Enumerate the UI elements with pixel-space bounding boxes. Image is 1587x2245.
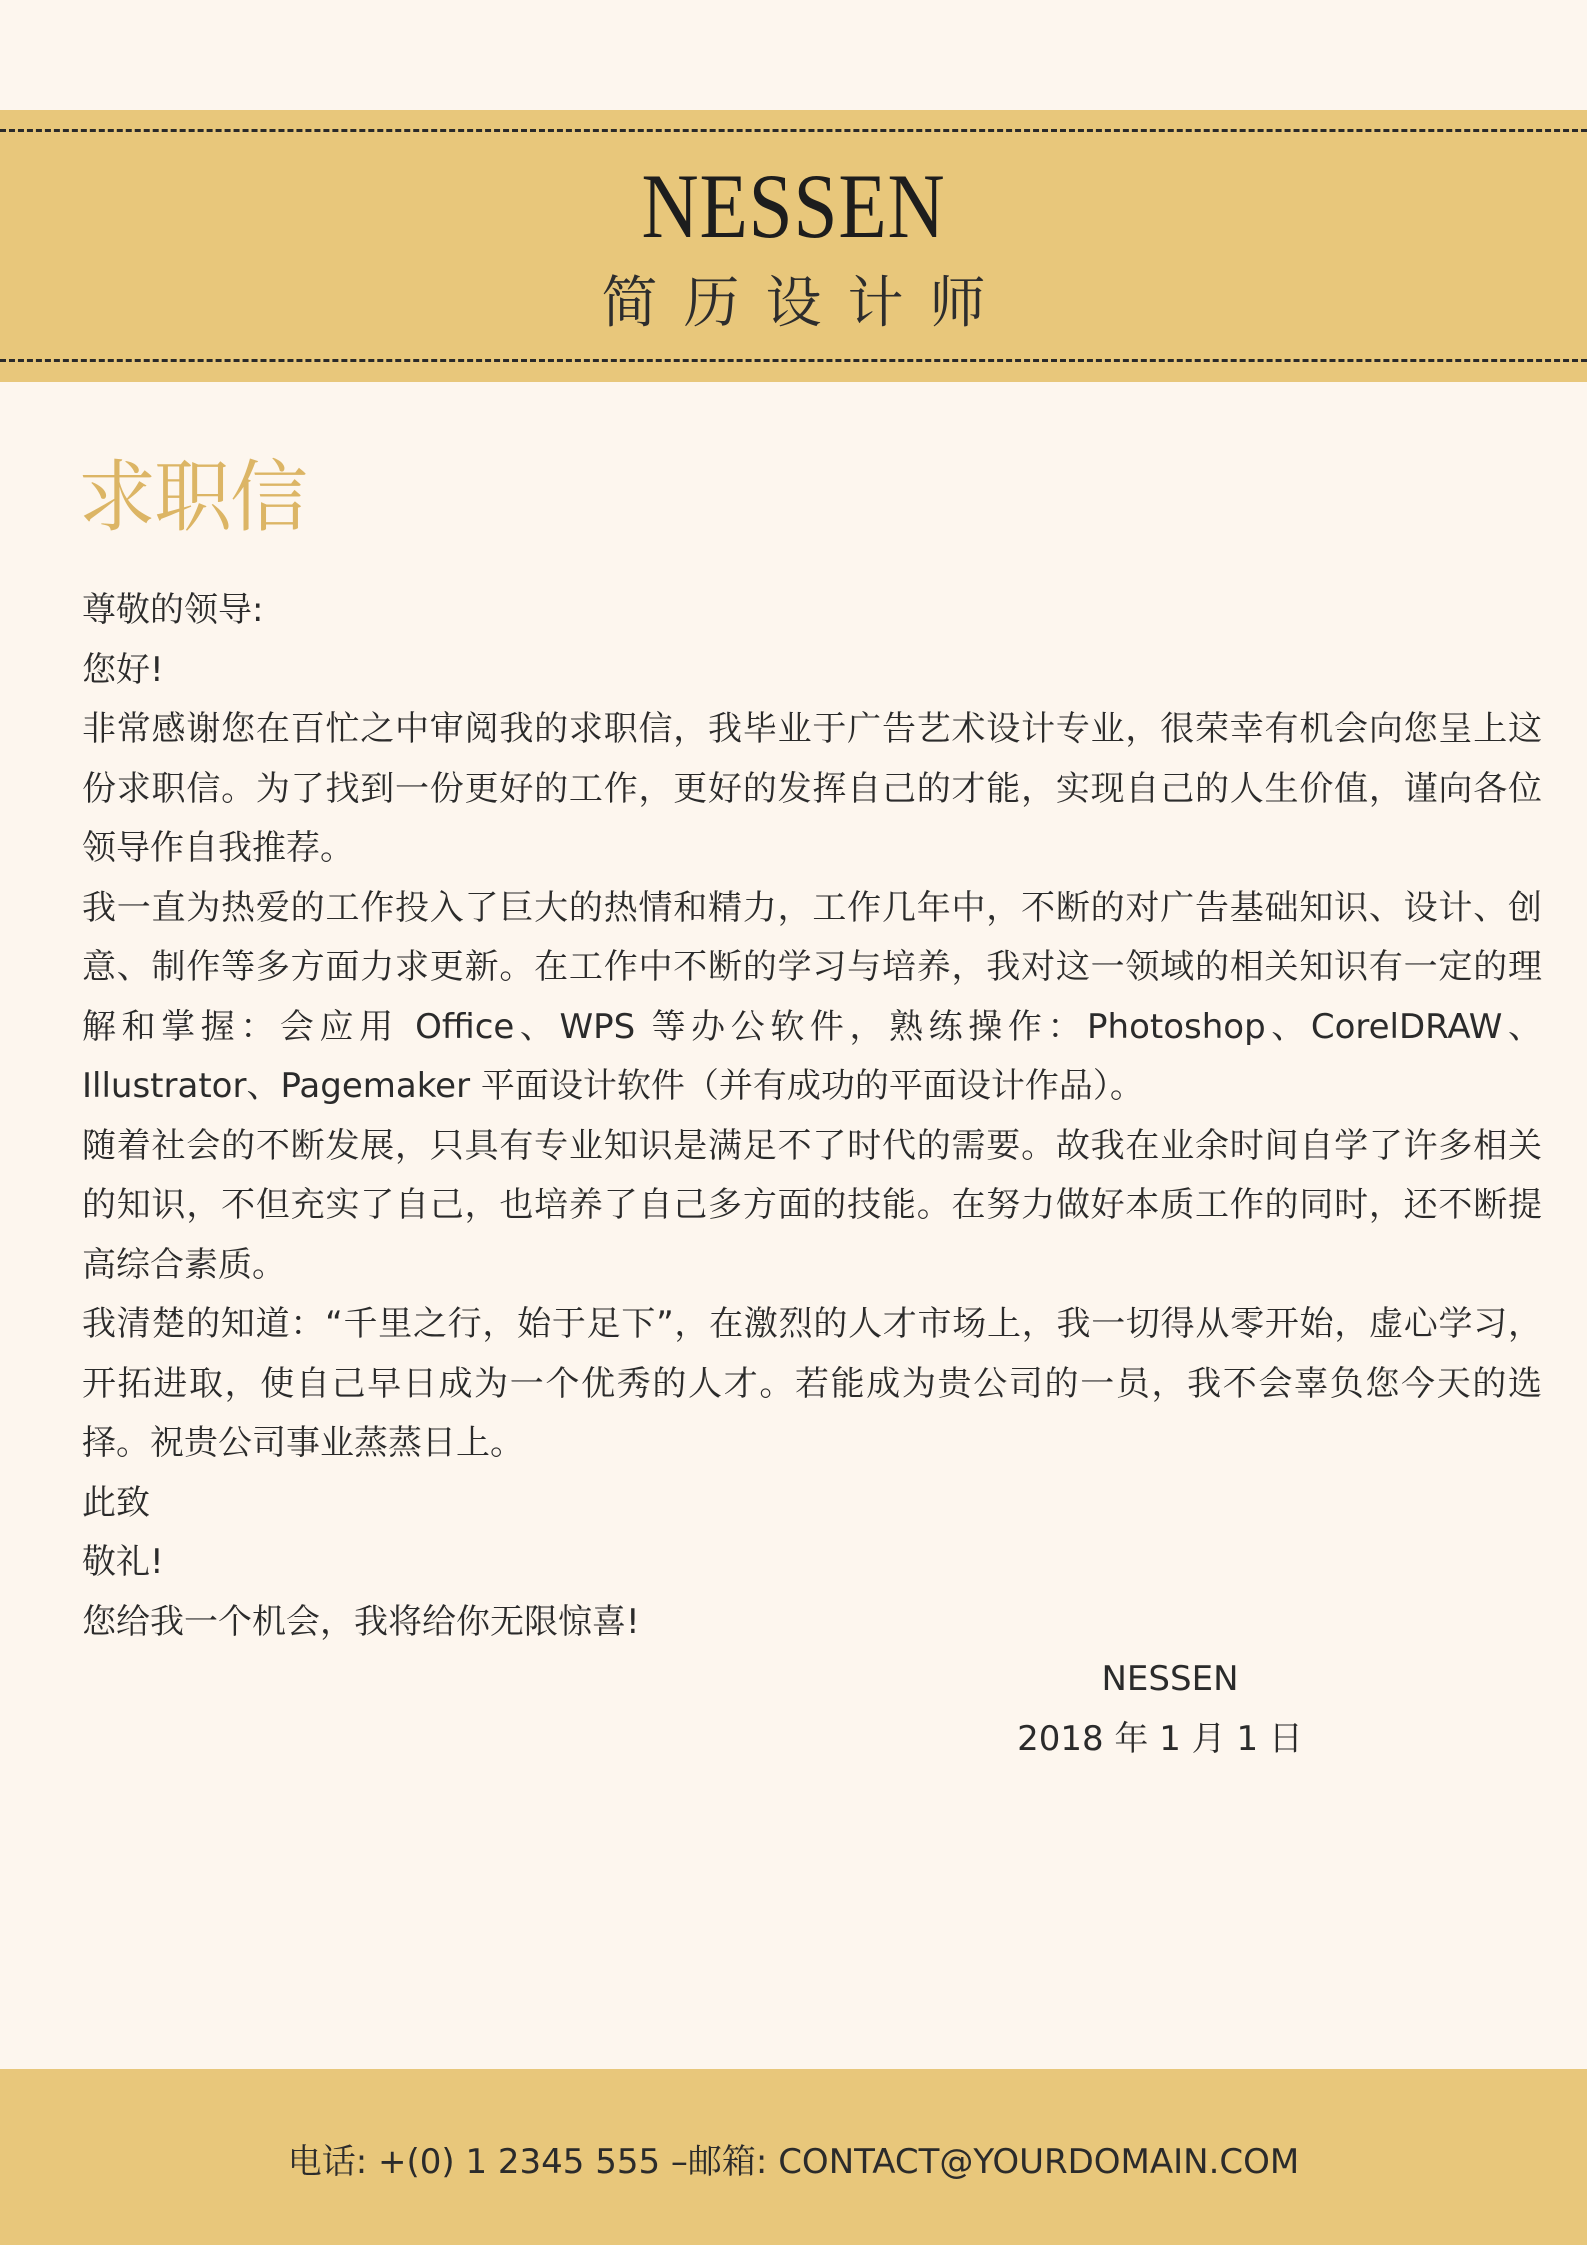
header-band [0,110,1587,382]
signature-date: 2018 年 1 月 1 日 [1017,1719,1303,1759]
letter-paragraph-closing: 我清楚的知道：“千里之行，始于足下”，在激烈的人才市场上，我一切得从零开始，虚心学习，开拓进取，使自己早日成为一个优秀的人才。若能成为贵公司的一员，我不会辜负您今天的选择。祝贵公司事业蒸蒸日上。 [82,1304,1542,1463]
letter-salutation: 尊敬的领导: [82,590,264,630]
letter-sign-off: 此致 [82,1482,150,1523]
letter-paragraph-skills: 我一直为热爱的工作投入了巨大的热情和精力，工作几年中，不断的对广告基础知识、设计、创意、制作等多方面力求更新。在工作中不断的学习与培养，我对这一领域的相关知识有一定的理解和掌握：会应用 Office、WPS 等办公软件，熟练操作：Photoshop、CorelDRAW、Illustrator、Pagemaker 平面设计软件（并有成功的平面设计作品）。 [82,887,1542,1106]
letter-greeting: 您好! [82,649,164,690]
header-role: 简历设计师 [601,271,1012,336]
letter-regards: 敬礼! [82,1542,164,1582]
header-top-dashed-rule [0,129,1587,132]
header-name: NESSEN [641,155,946,257]
letter-body [82,581,1542,1652]
letter-paragraph-growth: 随着社会的不断发展，只具有专业知识是满足不了时代的需要。故我在业余时间自学了许多相关的知识，不但充实了自己，也培养了自己多方面的技能。在努力做好本质工作的同时，还不断提高综合素质。 [82,1125,1542,1285]
letter-final-note: 您给我一个机会，我将给你无限惊喜! [82,1601,640,1642]
header-bottom-dashed-rule [0,359,1587,362]
footer-contact: 电话: +(0) 1 2345 555 –邮箱: CONTACT@YOURDOMAIN.COM [287,2142,1300,2182]
letter-title: 求职信 [78,453,307,543]
letter-paragraph-intro: 非常感谢您在百忙之中审阅我的求职信，我毕业于广告艺术设计专业，很荣幸有机会向您呈上这份求职信。为了找到一份更好的工作，更好的发挥自己的才能，实现自己的人生价值，谨向各位领导作自我推荐。 [82,709,1542,868]
signature-name: NESSEN [1101,1659,1239,1699]
